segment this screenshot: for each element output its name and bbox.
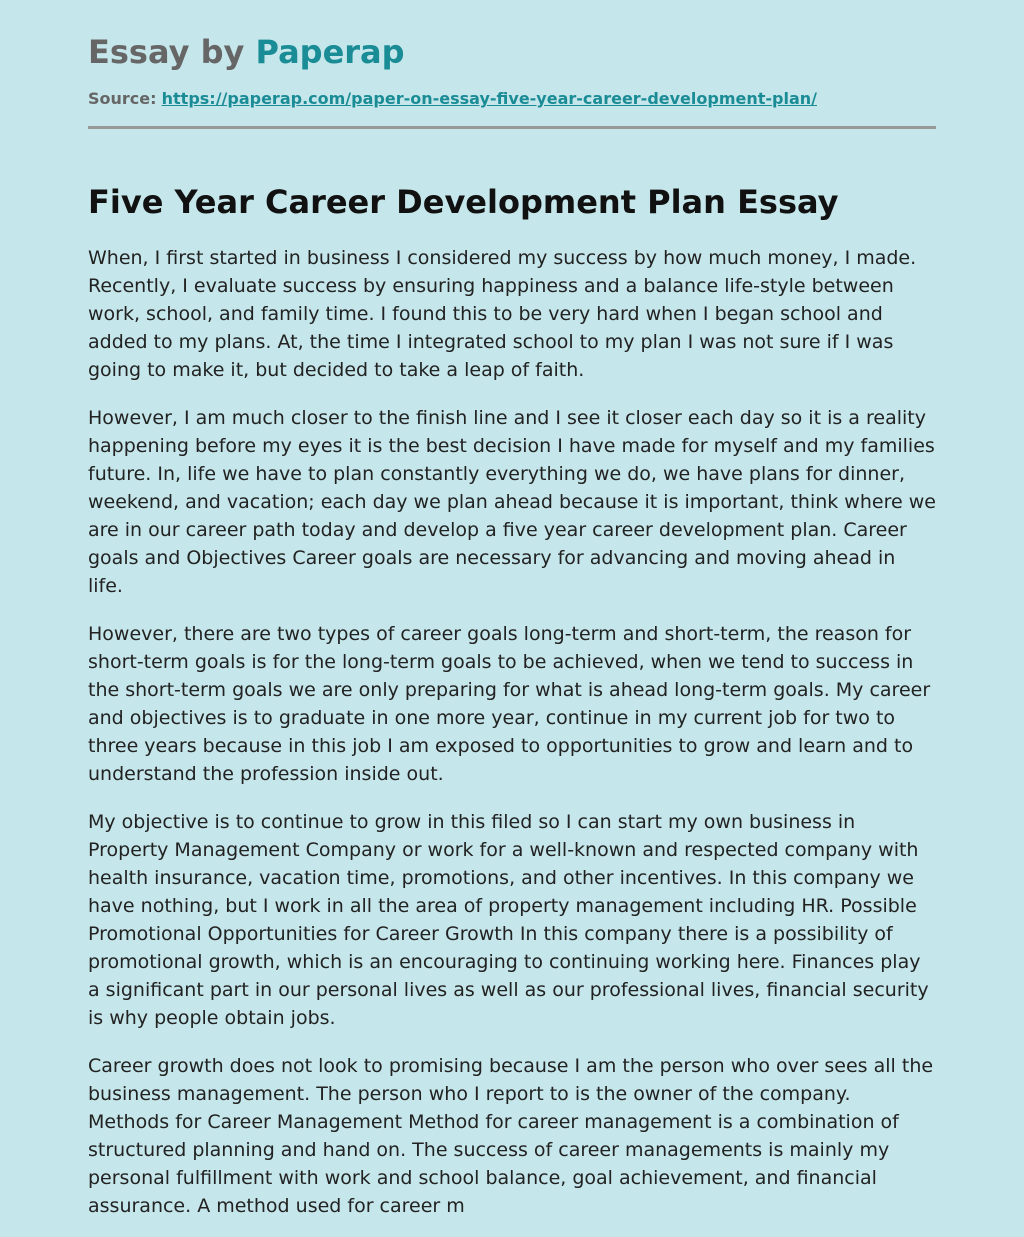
paragraph: However, there are two types of career goals long-term and short-term, the reason for short-term goals is for the long-term goals to be achieved, when we tend to success in the short-term goals we are only preparing for what is ahead long-term goals. My career and objectives is to graduate in one more year, continue in my current job for two to three years because in this job I am exposed to opportunities to grow and learn and to understand the profession inside out. [88, 623, 931, 785]
site-brand[interactable] [88, 30, 936, 74]
source-label: Source: [88, 89, 157, 108]
article-body [88, 244, 936, 1220]
paragraph: However, I am much closer to the finish line and I see it closer each day so it is a reality happening before my eyes it is the best decision I have made for myself and my families future. In, life we have to plan constantly everything we do, we have plans for dinner, weekend, and vacation; each day we plan ahead because it is important, think where we are in our career path today and develop a five year career development plan. Career goals and Objectives Career goals are necessary for advancing and moving ahead in life. [88, 407, 936, 597]
brand-name: Paperap [255, 33, 405, 71]
brand-prefix: Essay by [88, 33, 256, 71]
header-divider [88, 126, 936, 129]
article-title: Five Year Career Development Plan Essay [88, 183, 839, 221]
paragraph: My objective is to continue to grow in this filed so I can start my own business in Property Management Company or work for a well-known and respected company with health insurance, vacation time, promotions, and other incentives. In this company we have nothing, but I work in all the area of property management including HR. Possible Promotional Opportunities for Career Growth In this company there is a possibility of promotional growth, which is an encouraging to continuing working here. Finances play a significant part in our personal lives as well as our professional lives, financial security is why people obtain jobs. [88, 811, 929, 1029]
source-line [88, 86, 936, 112]
paragraph: Career growth does not look to promising because I am the person who over sees all the business management. The person who I report to is the owner of the company. Methods for Career Management Method for career management is a combination of structured planning and hand on. The success of career managements is mainly my personal fulfillment with work and school balance, goal achievement, and financial assurance. A method used for career m [88, 1055, 934, 1217]
source-link[interactable]: https://paperap.com/paper-on-essay-five-year-career-development-plan/ [161, 89, 818, 108]
paragraph: When, I first started in business I considered my success by how much money, I made. Recently, I evaluate success by ensuring happiness and a balance life-style between work, school, and family time. I found this to be very hard when I began school and added to my plans. At, the time I integrated school to my plan I was not sure if I was going to make it, but decided to take a leap of faith. [88, 247, 917, 381]
